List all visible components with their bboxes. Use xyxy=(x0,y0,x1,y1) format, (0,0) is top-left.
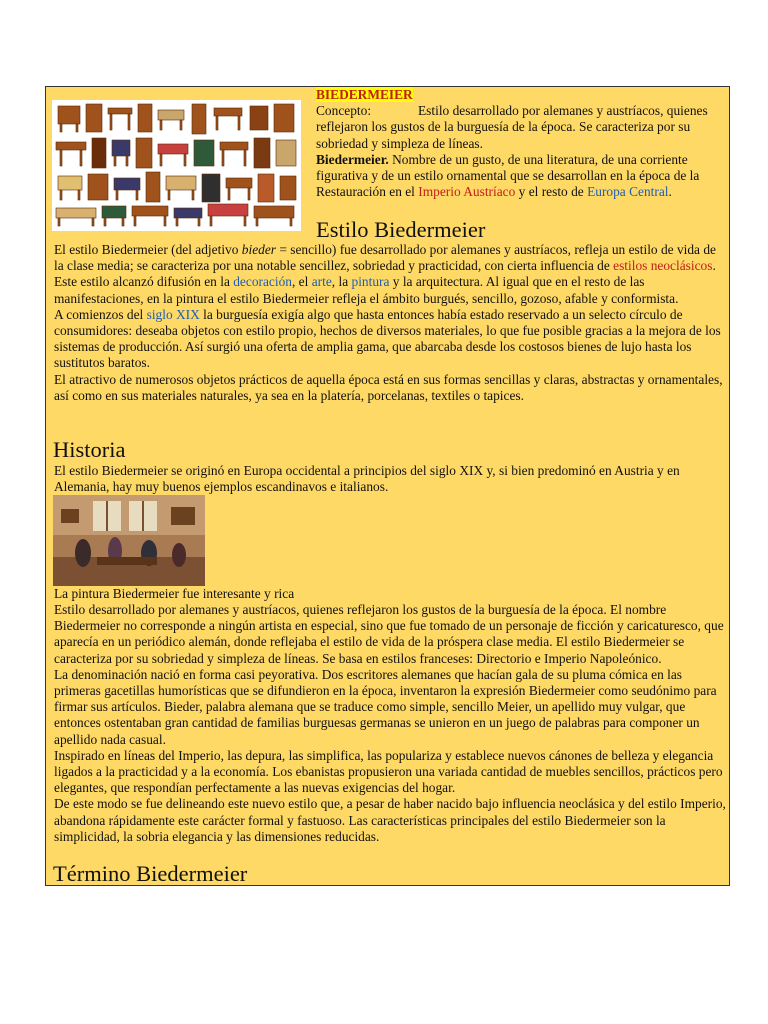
painting-graphic xyxy=(53,495,205,586)
definition-text: Nombre de un gusto, de una literatura, de una corriente figurativa y de un estilo ornamental que se desarrollan en la época de la Restauración en el xyxy=(316,151,700,200)
heading-termino-biedermeier: Término Biedermeier xyxy=(53,861,248,886)
document-page xyxy=(45,86,730,886)
text: . xyxy=(712,258,716,274)
section1-body xyxy=(54,242,726,404)
link-estilos-neoclasicos[interactable]: estilos neoclásicos xyxy=(613,258,713,274)
definition-text-2: y el resto de xyxy=(515,184,588,200)
heading-estilo-biedermeier: Estilo Biedermeier xyxy=(316,217,486,242)
link-arte[interactable]: arte xyxy=(311,274,332,290)
text: Este estilo alcanzó difusión en la xyxy=(54,274,234,290)
text: = sencillo) fue desarrollado por alemanes y austríacos, refleja un estilo de vida de la clase media; se caracteriza por una notable sencillez, sobriedad y practicidad, con cierta influencia de xyxy=(54,242,716,274)
painting-caption: La pintura Biedermeier fue interesante y rica xyxy=(54,586,295,601)
text: y la arquitectura. Al igual que en el resto de las manifestaciones, en la pintura el estilo Biedermeier refleja el ámbito burgués, sencillo, gozoso, afable y conformista. xyxy=(54,274,679,306)
document-title: BIEDERMEIER xyxy=(316,87,413,102)
definition-term: Biedermeier. xyxy=(316,151,389,167)
biedermeier-painting-image xyxy=(53,495,205,586)
link-siglo-xix[interactable]: siglo XIX xyxy=(146,306,200,322)
text: , la xyxy=(331,274,352,290)
furniture-collage-graphic xyxy=(52,100,301,231)
concept-label: Concepto: xyxy=(316,103,372,119)
text: A comienzos del xyxy=(54,306,147,322)
heading-historia: Historia xyxy=(53,437,126,462)
paragraph-1 xyxy=(54,242,726,274)
link-imperio-austriaco[interactable]: Imperio Austríaco xyxy=(418,184,516,200)
historia-paragraph-4: Inspirado en líneas del Imperio, las depura, las simplifica, las populariza y establece nuevos cánones de belleza y elegancia ligados a la practicidad y a la economía. Los ebanistas propusieron una variada cantidad de muebles sencillos, prácticos pero elegantes, que respondían perfectamente a las nuevas exigencias del hogar. xyxy=(54,747,723,796)
link-europa-central[interactable]: Europa Central xyxy=(587,184,669,200)
concept-paragraph xyxy=(316,103,724,152)
paragraph-4: El atractivo de numerosos objetos prácticos de aquella época está en sus formas sencillas y claras, abstractas y ornamentales, así como en sus materiales naturales, ya sea en la platería, porcelanas, textiles o tapices. xyxy=(54,371,723,403)
paragraph-2 xyxy=(54,274,726,306)
historia-intro: El estilo Biedermeier se originó en Europa occidental a principios del siglo XIX y, si bien predominó en Austria y en Alemania, hay muy buenos ejemplos escandinavos e italianos. xyxy=(54,463,680,495)
italic-term: bieder xyxy=(241,242,276,257)
historia-paragraph-3: La denominación nació en forma casi peyorativa. Dos escritores alemanes que hacían gala de su pluma cómica en las primeras gacetillas humorísticas que se difundieron en la época, inventaron la expresión Biedermeier como seudónimo para firmar sus artículos. Bieder, palabra alemana que se traduce como simple, sencillo Meier, un apellido muy vulgar, que entonces ostentaban gran cantidad de familias burguesas germanas se unieron en un juego de palabras para componer un apellido nada casual. xyxy=(54,666,717,747)
historia-paragraph-2: Estilo desarrollado por alemanes y austríacos, quienes reflejaron los gustos de la burguesía de la época. El nombre Biedermeier no corresponde a ningún artista en especial, sino que fue tomado de un personaje de ficción y caricaturesco, que aparecía en un periódico alemán, donde reflejaba el estilo de vida de la próspera clase media. El estilo Biedermeier se caracteriza por su sobriedad y simpleza de líneas. Se basa en estilos franceses: Directorio e Imperio Napoleónico. xyxy=(54,602,724,666)
text: la burguesía exigía algo que hasta entonces había estado reservado a un selecto círculo de consumidores: deseaba objetos con estilo propio, hechos de diversos materiales, lo que fue posible gracias a la mejora de los sistemas de producción. Así surgió una oferta de amplia gama, que abarcaba desde los costosos bienes de lujo hasta los sustitutos baratos. xyxy=(54,306,721,371)
paragraph-3 xyxy=(54,307,726,372)
furniture-collage-image xyxy=(52,100,301,231)
text: , el xyxy=(291,274,312,290)
historia-body xyxy=(54,602,726,845)
link-decoracion[interactable]: decoración xyxy=(233,274,292,290)
link-pintura[interactable]: pintura xyxy=(351,274,390,290)
definition-text-3: . xyxy=(668,184,672,200)
historia-paragraph-5: De este modo se fue delineando este nuevo estilo que, a pesar de haber nacido bajo influencia neoclásica y del estilo Imperio, abandona rápidamente este carácter formal y fastuoso. Las características principales del estilo Biedermeier son la simplicidad, la sobria elegancia y las dimensiones reducidas. xyxy=(54,796,726,844)
text: El estilo Biedermeier (del adjetivo xyxy=(54,242,242,257)
concept-text: Estilo desarrollado por alemanes y austríacos, quienes reflejaron los gustos de la burguesía de la época. Se caracteriza por su sobriedad y simpleza de líneas. xyxy=(316,103,708,151)
header-text-block xyxy=(316,87,724,200)
definition-paragraph xyxy=(316,152,724,201)
